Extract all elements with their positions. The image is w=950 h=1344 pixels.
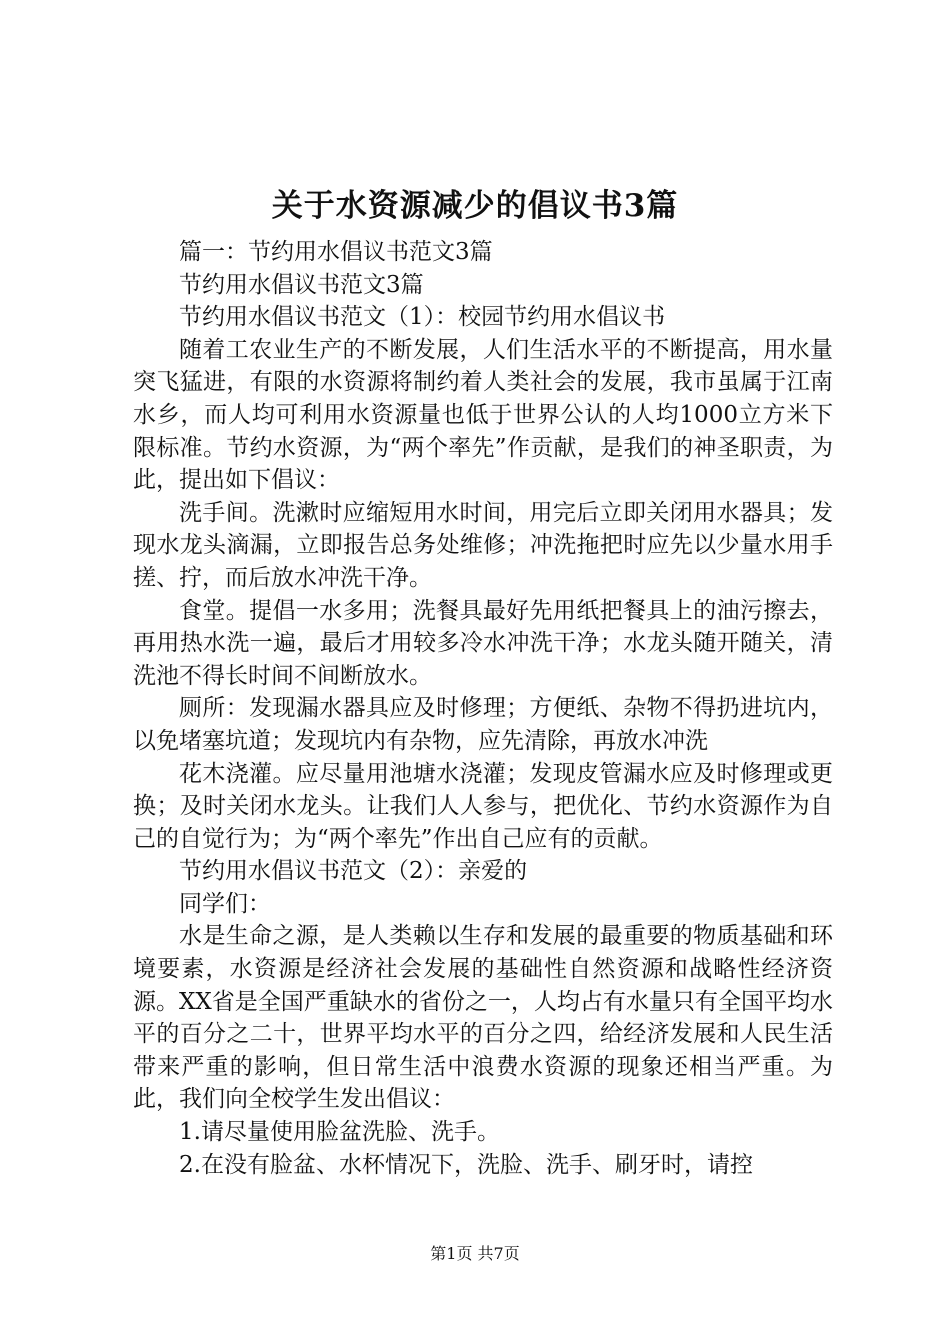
- page-footer: 第1页 共7页: [430, 1244, 520, 1263]
- paragraph-washroom: 洗手间。洗漱时应缩短用水时间，用完后立即关闭用水器具；发现水龙头滴漏，立即报告总务处维修；冲洗拖把时应先以少量水用手搓、拧，而后放水冲洗干净。: [133, 499, 833, 591]
- document-body: [133, 236, 833, 1181]
- paragraph-water-source: 水是生命之源，是人类赖以生存和发展的最重要的物质基础和环境要素，水资源是经济社会发展的基础性自然资源和战略性经济资源。XX省是全国严重缺水的省份之一，人均占有水量只有全国平均水平的百分之二十，世界平均水平的百分之四，给经济发展和人民生活带来严重的影响，但日常生活中浪费水资源的现象还相当严重。为此，我们向全校学生发出倡议：: [133, 923, 833, 1113]
- paragraph-subtitle: 节约用水倡议书范文3篇: [179, 271, 424, 298]
- paragraph-sample-1-heading: 节约用水倡议书范文（1）：校园节约用水倡议书: [179, 304, 666, 331]
- paragraph-watering: 花木浇灌。应尽量用池塘水浇灌；发现皮管漏水应及时修理或更换；及时关闭水龙头。让我们人人参与，把优化、节约水资源作为自己的自觉行为；为“两个率先”作出自己应有的贡献。: [133, 760, 833, 852]
- paragraph-canteen: 食堂。提倡一水多用；洗餐具最好先用纸把餐具上的油污擦去，再用热水洗一遍，最后才用较多冷水冲洗干净；水龙头随开随关，清洗池不得长时间不间断放水。: [133, 597, 833, 689]
- paragraph-item-1: 1.请尽量使用脸盆洗脸、洗手。: [179, 1119, 500, 1146]
- document-title: 关于水资源减少的倡议书3篇: [271, 188, 679, 224]
- paragraph-item-2: 2.在没有脸盆、水杯情况下，洗脸、洗手、刷牙时，请控: [179, 1151, 753, 1178]
- paragraph-toilet: 厕所：发现漏水器具应及时修理；方便纸、杂物不得扔进坑内，以免堵塞坑道；发现坑内有杂物，应先清除，再放水冲洗: [133, 695, 833, 754]
- paragraph-sample-2-heading: 节约用水倡议书范文（2）：亲爱的: [179, 858, 528, 885]
- paragraph-section-heading: 篇一：节约用水倡议书范文3篇: [179, 239, 493, 265]
- paragraph-intro: 随着工农业生产的不断发展，人们生活水平的不断提高，用水量突飞猛进，有限的水资源将制约着人类社会的发展，我市虽属于江南水乡，而人均可利用水资源量也低于世界公认的人均1000立方米下限标准。节约水资源，为“两个率先”作贡献，是我们的神圣职责，为此，提出如下倡议：: [133, 336, 833, 494]
- paragraph-salutation: 同学们：: [179, 890, 271, 917]
